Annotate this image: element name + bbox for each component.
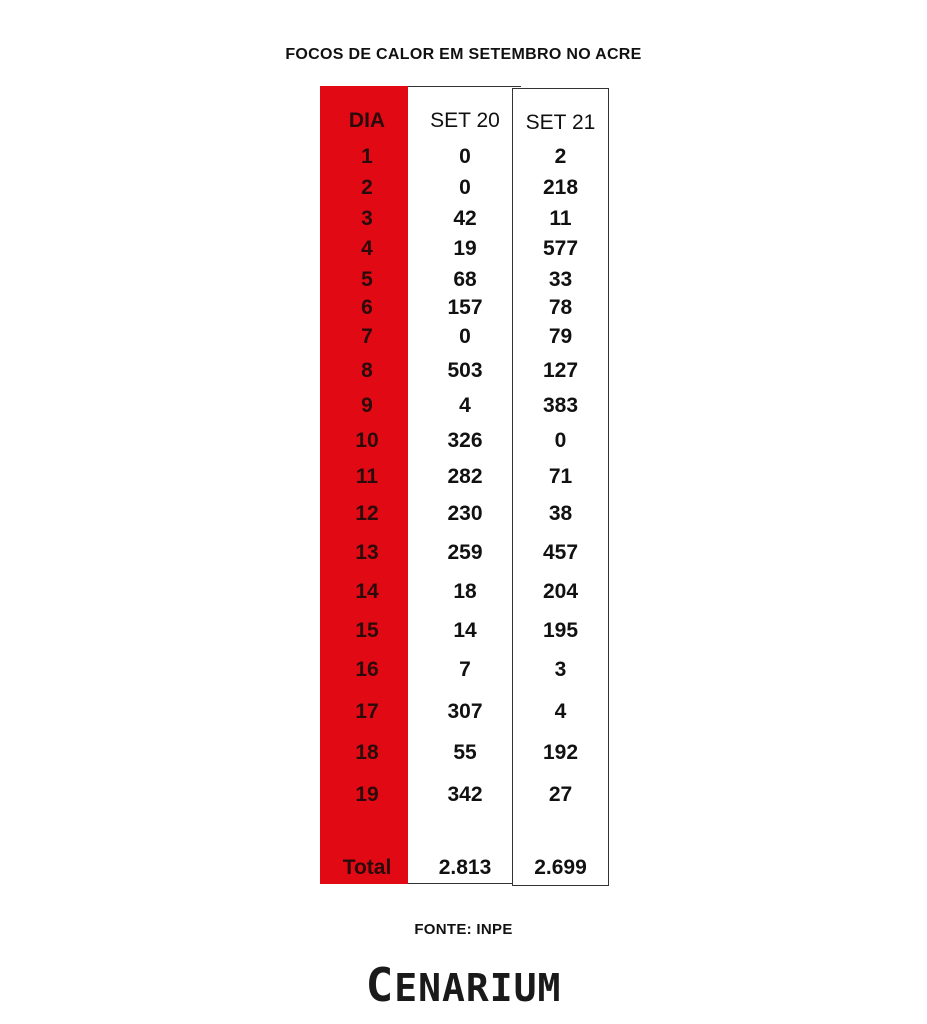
day-cell: 13	[355, 541, 379, 564]
set21-cell: 27	[548, 783, 573, 806]
set20-cell: 230	[447, 502, 483, 525]
header-day: DIA	[348, 109, 386, 132]
set20-cell: 4	[459, 394, 471, 417]
set20-cell: 7	[459, 658, 471, 681]
total-set20: 2.813	[438, 856, 492, 879]
day-cell: 6	[361, 296, 373, 319]
set20-cell: 19	[453, 237, 477, 260]
day-cell: 4	[361, 237, 373, 260]
cenarium-logo	[0, 958, 927, 1012]
set20-cell: 0	[459, 325, 471, 348]
day-cell: 3	[361, 207, 373, 230]
set20-cell: 282	[447, 465, 483, 488]
set20-cell: 503	[447, 359, 483, 382]
set21-cell: 192	[542, 741, 579, 764]
set21-cell: 204	[542, 580, 579, 603]
day-cell: 19	[355, 783, 379, 806]
set21-cell: 3	[554, 658, 567, 681]
set21-cell: 383	[542, 394, 579, 417]
set20-cell: 14	[453, 619, 477, 642]
set20-cell: 326	[447, 429, 483, 452]
set20-cell: 42	[453, 207, 477, 230]
day-cell: 10	[355, 429, 379, 452]
set21-cell: 577	[542, 237, 579, 260]
set21-cell: 457	[542, 541, 579, 564]
set21-cell: 0	[554, 429, 567, 452]
day-cell: 1	[361, 145, 373, 168]
day-cell: 11	[355, 465, 379, 488]
page-title: FOCOS DE CALOR EM SETEMBRO NO ACRE	[285, 46, 642, 63]
day-cell: 17	[355, 700, 379, 723]
day-cell: 9	[361, 394, 373, 417]
logo-initial: C	[365, 958, 395, 1012]
source-note: FONTE: INPE	[414, 921, 513, 938]
set21-cell: 33	[548, 268, 573, 291]
set21-cell: 11	[549, 207, 572, 230]
header-set21: SET 21	[525, 111, 596, 134]
set20-cell: 0	[459, 176, 471, 199]
day-cell: 18	[355, 741, 379, 764]
day-cell: 12	[355, 502, 379, 525]
set21-cell: 2	[554, 145, 567, 168]
day-cell: 16	[355, 658, 379, 681]
set21-cell: 4	[554, 700, 567, 723]
day-cell: 14	[355, 580, 379, 603]
set20-cell: 307	[447, 700, 483, 723]
set21-cell: 78	[548, 296, 573, 319]
set21-cell: 38	[548, 502, 573, 525]
set21-cell: 127	[542, 359, 579, 382]
set20-cell: 342	[447, 783, 483, 806]
set20-cell: 18	[453, 580, 477, 603]
set20-cell: 68	[453, 268, 477, 291]
set20-cell: 0	[459, 145, 471, 168]
day-cell: 15	[355, 619, 379, 642]
day-cell: 5	[361, 268, 373, 291]
total-label: Total	[342, 856, 392, 879]
set21-cell: 79	[548, 325, 573, 348]
day-cell: 8	[361, 359, 373, 382]
total-set21: 2.699	[534, 856, 587, 879]
set20-cell: 55	[453, 741, 477, 764]
set21-cell: 195	[542, 619, 579, 642]
day-cell: 7	[361, 325, 373, 348]
day-cell: 2	[361, 176, 373, 199]
set20-cell: 157	[447, 296, 483, 319]
set20-cell: 259	[447, 541, 483, 564]
set21-cell: 218	[542, 176, 579, 199]
set21-cell: 71	[548, 465, 573, 488]
header-set20: SET 20	[430, 109, 500, 132]
logo-rest: ENARIUM	[394, 966, 562, 1010]
